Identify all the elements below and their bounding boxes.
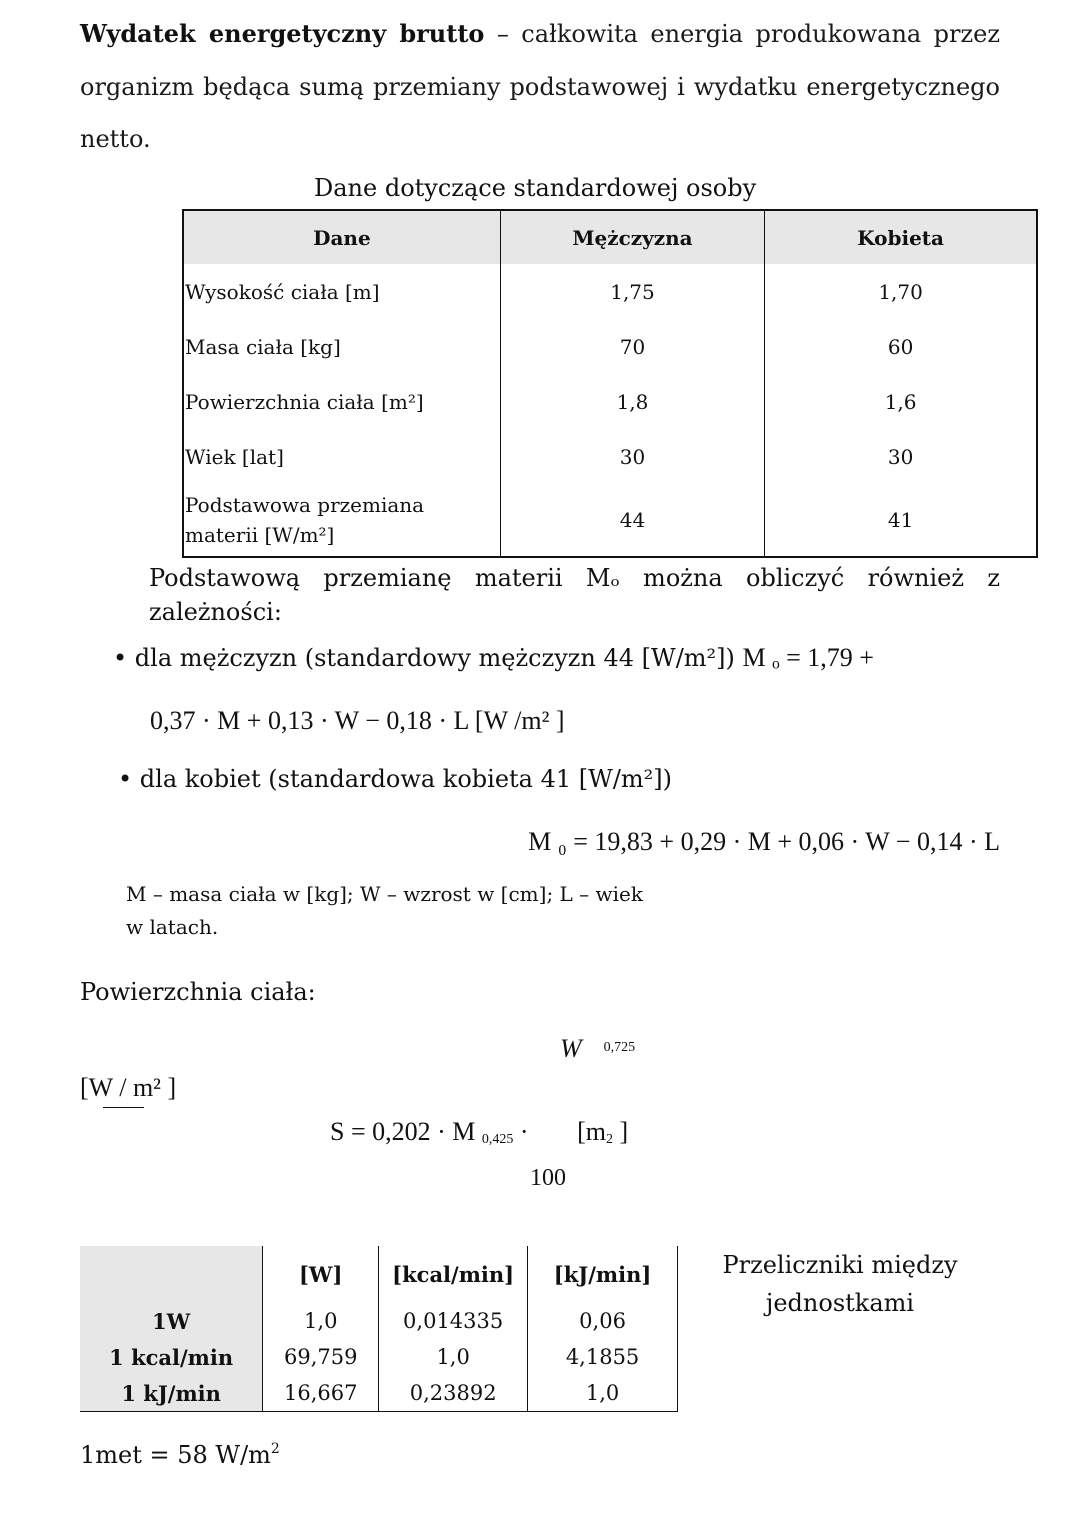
surface-formula [330, 1114, 628, 1158]
female-value: 1,70 [878, 279, 923, 304]
table-row [183, 484, 1037, 557]
row-label: 1 kJ/min [80, 1375, 263, 1412]
formula-mid: · [513, 1117, 536, 1146]
men-bullet-line [113, 641, 874, 675]
kj-value: 4,1855 [528, 1339, 678, 1375]
unit-line: [W / m² ] [80, 1073, 177, 1102]
table-row [183, 429, 1037, 484]
kcal-value: 0,23892 [379, 1375, 528, 1412]
intro-term: Wydatek energetyczny brutto [80, 19, 485, 48]
female-value: 41 [887, 508, 914, 532]
row-label: Masa ciała [kg] [183, 319, 500, 374]
m-exponent: 0,425 [481, 1132, 514, 1147]
met-definition [80, 1432, 280, 1472]
surface-label: Powierzchnia ciała: [80, 978, 316, 1006]
male-value: 1,8 [500, 374, 764, 429]
header-kj: [kJ/min] [528, 1246, 678, 1303]
table-row [80, 1375, 678, 1412]
formulas-intro: Podstawową przemianę materii Mₒ można obliczyć również z zależności: [149, 564, 1000, 626]
women-formula: M ₀ = 19,83 + 0,29 · M + 0,06 · W − 0,14 · L [528, 827, 1000, 856]
male-value: 70 [500, 319, 764, 374]
row-label: Podstawowa przemiana materii [W/m²] [183, 484, 500, 557]
unit-underline [103, 1107, 144, 1108]
w-power-term [560, 1030, 635, 1067]
men-formula-continuation: 0,37 · M + 0,13 · W − 0,18 · L [W /m² ] [150, 706, 565, 735]
unit-close: ] [612, 1117, 629, 1146]
header-dane: Dane [183, 210, 500, 264]
row-label: Powierzchnia ciała [m²] [183, 374, 500, 429]
male-value: 30 [500, 429, 764, 484]
table-row [183, 319, 1037, 374]
formula-lhs: S = 0,202 · M [330, 1117, 476, 1146]
table-row [183, 264, 1037, 319]
table-header-row [80, 1246, 678, 1303]
male-value: 1,75 [500, 264, 764, 319]
female-value: 1,6 [884, 389, 917, 414]
w-value: 69,759 [263, 1339, 379, 1375]
w-value: 16,667 [263, 1375, 379, 1412]
formula-unit: [m [577, 1117, 606, 1146]
unit-subscript: 2 [605, 1132, 613, 1147]
w-value: 1,0 [263, 1303, 379, 1339]
kj-value: 0,06 [528, 1303, 678, 1339]
female-value: 60 [887, 334, 914, 359]
kj-value: 1,0 [528, 1375, 678, 1412]
unit-conversion-table [80, 1246, 678, 1412]
row-label: Wysokość ciała [m] [183, 264, 500, 319]
female-value: 30 [887, 444, 914, 469]
met-superscript: 2 [270, 1441, 280, 1457]
formula-denominator: 100 [530, 1165, 566, 1191]
kcal-value: 1,0 [379, 1339, 528, 1375]
male-value: 44 [500, 484, 764, 557]
table-row [80, 1303, 678, 1339]
header-kobieta: Kobieta [765, 210, 1037, 264]
table-header-row [183, 210, 1037, 264]
intro-definition: – całkowita energia produkowana przez organizm będąca sumą przemiany podstawowej i wydatku energetycznego netto. [80, 20, 1000, 153]
w-exponent: 0,725 [603, 1040, 636, 1055]
met-text: 1met = 58 W/m [80, 1441, 271, 1469]
row-label: 1 kcal/min [80, 1339, 263, 1375]
header-w: [W] [263, 1246, 379, 1303]
table-row [183, 374, 1037, 429]
header-blank [80, 1246, 263, 1303]
table1-caption: Dane dotyczące standardowej osoby [314, 174, 757, 202]
header-kcal: [kcal/min] [379, 1246, 528, 1303]
standard-person-table [182, 209, 1038, 558]
row-label: 1W [80, 1303, 263, 1339]
men-formula-start: M ₒ = 1,79 + [742, 643, 874, 672]
intro-paragraph [80, 8, 1000, 166]
men-bullet: • dla mężczyzn (standardowy mężczyzn 44 [W/m²]) [113, 644, 735, 672]
women-bullet: • dla kobiet (standardowa kobieta 41 [W/m²]) [118, 765, 673, 793]
kcal-value: 0,014335 [379, 1303, 528, 1339]
conversion-caption: Przeliczniki między jednostkami [722, 1251, 958, 1317]
row-label: Wiek [lat] [183, 429, 500, 484]
header-mezczyzna: Mężczyzna [500, 210, 764, 264]
formula-legend: M – masa ciała w [kg]; W – wzrost w [cm]; L – wiek w latach. [126, 882, 644, 939]
w-symbol: W [560, 1034, 582, 1063]
table-row [80, 1339, 678, 1375]
